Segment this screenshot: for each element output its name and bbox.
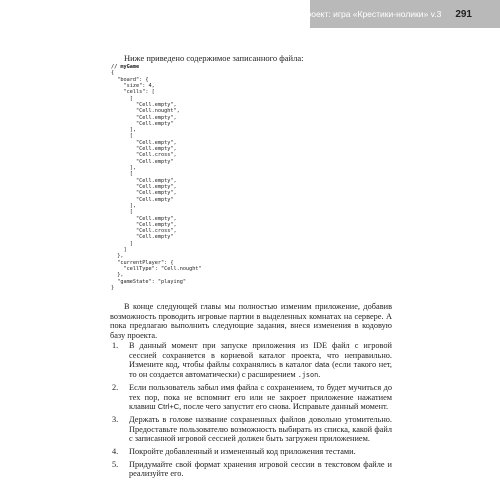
code-line: ], xyxy=(111,202,136,209)
body-paragraph: В конце следующей главы мы полностью изменим приложение, добавив возможность проводить игровые партии в выделенных комнатах на сервере. А пока предлагаю выполнить следующие задания, внеся изменения в кодовую базу проекта. xyxy=(110,302,392,340)
task-number: 4. xyxy=(112,446,119,456)
code-line: "board": { xyxy=(111,76,149,83)
code-line: "Cell.empty", xyxy=(111,183,177,190)
task-item xyxy=(110,460,392,479)
running-title: Проект: игра «Крестики-нолики» v.3 xyxy=(300,9,442,19)
code-line: }, xyxy=(111,272,124,279)
code-block xyxy=(111,64,202,291)
code-line: "Cell.cross", xyxy=(111,228,177,235)
code-line: "cells": [ xyxy=(111,89,155,96)
code-line: ], xyxy=(111,165,136,171)
code-line: "size": 4, xyxy=(111,82,155,89)
task-number: 2. xyxy=(112,383,119,393)
intro-text: Ниже приведено содержимое записанного файла: xyxy=(124,53,304,63)
code-line: } xyxy=(111,284,115,291)
task-number: 1. xyxy=(112,341,119,350)
code-line: "Cell.empty" xyxy=(111,234,174,241)
code-line: "Cell.empty", xyxy=(111,215,177,222)
code-line: "Cell.cross", xyxy=(111,152,177,159)
task-number: 5. xyxy=(112,459,119,469)
code-line: "Cell.empty", xyxy=(111,139,177,146)
code-line: "Cell.empty", xyxy=(111,221,177,228)
task-item xyxy=(110,383,392,412)
task-list xyxy=(110,341,392,482)
task-extension: .json xyxy=(297,370,319,379)
code-line: "Cell.empty" xyxy=(111,120,174,127)
code-label: // myGame xyxy=(111,64,140,70)
task-keys: Ctrl+C xyxy=(157,402,180,412)
code-line: "Cell.empty", xyxy=(111,177,177,184)
task-number: 3. xyxy=(112,415,119,425)
code-line: "currentPlayer": { xyxy=(111,259,174,266)
code-line: ] xyxy=(111,240,133,247)
code-line: "Cell.empty", xyxy=(111,190,177,197)
task-text: В данный момент при запуске приложения из IDE файл с игровой сессией сохраняется в корневой каталог проекта, что неправильно. Измените код, чтобы файлы сохранялись в каталог xyxy=(129,341,392,369)
code-line: "Cell.nought", xyxy=(111,108,180,115)
code-line: "Cell.empty" xyxy=(111,196,174,203)
page-header xyxy=(300,0,500,28)
code-line: }, xyxy=(111,253,124,260)
code-line: ], xyxy=(111,127,136,134)
task-text: (если такого нет, то он создается автоматически) с расширением xyxy=(129,360,392,379)
code-line: ] xyxy=(111,247,127,254)
code-line: "cellType": "Cell.nought" xyxy=(111,266,202,272)
task-text: Если пользователь забыл имя файла с сохранением, то будет мучиться до тех пор, пока не вспомнит его или не закроет приложение нажатием клавиш xyxy=(129,383,392,412)
code-line: "Cell.empty", xyxy=(111,101,177,108)
task-text: Придумайте свой формат хранения игровой сессии в текстовом файле и реализуйте его. xyxy=(129,459,392,479)
task-text: Покройте добавленный и измененный код приложения тестами. xyxy=(129,446,356,456)
task-item xyxy=(110,447,392,457)
task-item xyxy=(110,341,392,380)
code-line: "gameState": "playing" xyxy=(111,278,186,285)
code-line: "Cell.empty", xyxy=(111,114,177,121)
code-line: [ xyxy=(111,171,133,178)
task-item xyxy=(110,415,392,444)
code-line: { xyxy=(111,70,115,77)
code-line: "Cell.empty", xyxy=(111,146,177,153)
code-line: [ xyxy=(111,95,133,102)
task-text: . xyxy=(318,369,321,379)
code-line: "Cell.empty" xyxy=(111,158,174,165)
code-line: [ xyxy=(111,133,133,140)
task-text: , после чего запустит его снова. Исправьте данный момент. xyxy=(179,402,389,412)
task-dir-name: data xyxy=(314,360,330,369)
task-text: Держать в голове название сохраненных файлов довольно утомительно. Предоставьте пользователю возможность выбирать из списка, какой файл с записанной игровой сессией должен быть загружен приложением. xyxy=(129,415,392,444)
code-line: [ xyxy=(111,209,133,216)
page-number: 291 xyxy=(455,8,472,20)
